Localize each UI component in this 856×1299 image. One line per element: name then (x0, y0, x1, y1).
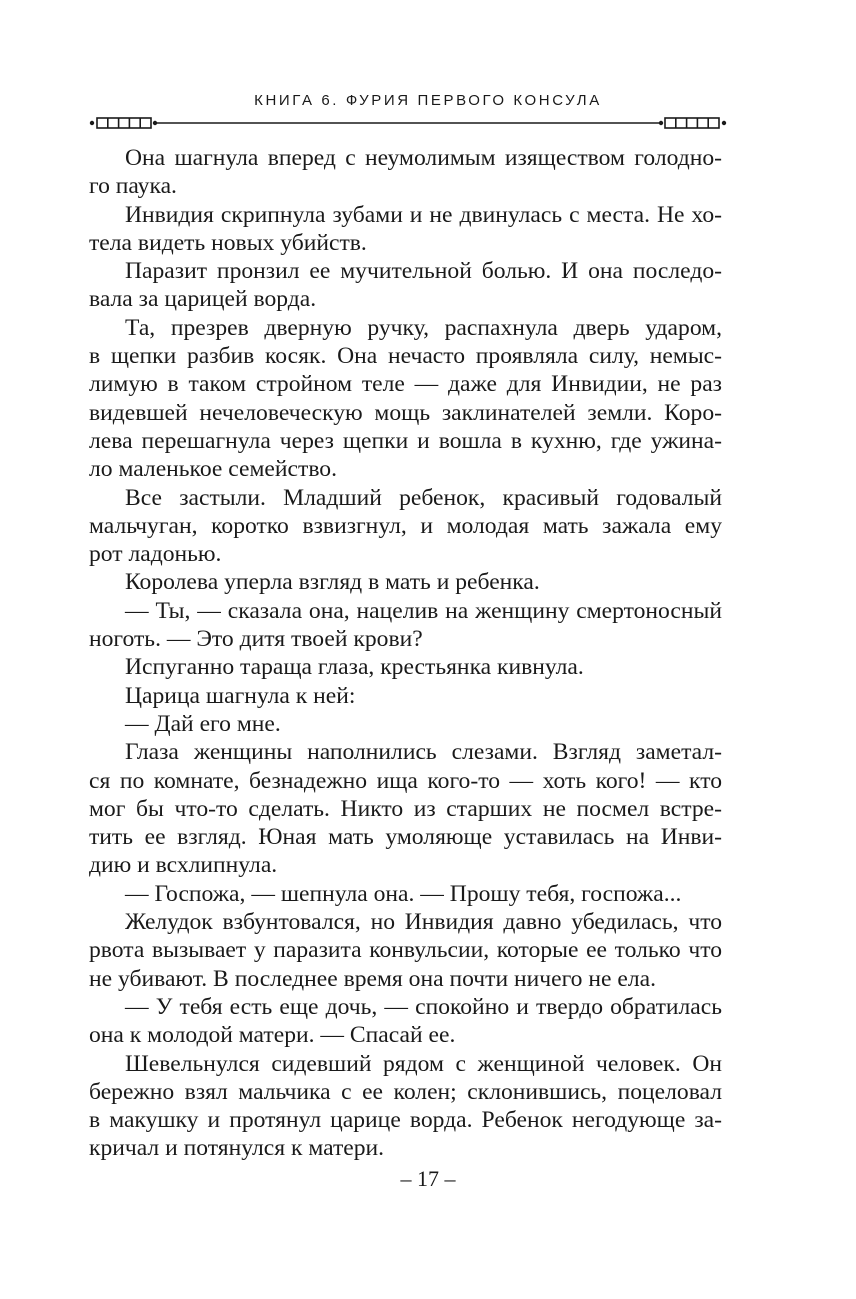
text-line: го паука. (89, 173, 177, 200)
text-line: лимую в таком стройном теле — даже для Инвидии, не раз (89, 371, 722, 398)
text-line: видевшей нечеловеческую мощь заклинателей земли. Коро- (89, 399, 722, 426)
text-line: в щепки разбив косяк. Она нечасто проявляла силу, немыс- (89, 343, 722, 370)
text-line: Желудок взбунтовался, но Инвидия давно убедилась, что (125, 909, 722, 936)
text-line: в макушку и протянул царице ворда. Ребенок негодующе за- (89, 1107, 722, 1134)
ornamental-rule (89, 113, 727, 133)
text-line: мог бы что-то сделать. Никто из старших не посмел встре- (89, 795, 722, 822)
text-line: Инвидия скрипнула зубами и не двинулась с места. Не хо- (125, 201, 722, 228)
text-line: ноготь. — Это дитя твоей крови? (89, 626, 423, 653)
text-line: рот ладонью. (89, 541, 222, 568)
text-line: Королева уперла взгляд в мать и ребенка. (125, 569, 540, 596)
text-line: бережно взял мальчика с ее колен; склонившись, поцеловал (89, 1078, 722, 1105)
text-line: — У тебя есть еще дочь, — спокойно и твердо обратилась (125, 993, 722, 1020)
text-line: не убивают. В последнее время она почти ничего не ела. (89, 965, 656, 992)
text-line: лева перешагнула через щепки и вошла в кухню, где ужина- (89, 427, 722, 454)
text-line: Все застыли. Младший ребенок, красивый годовалый (125, 484, 722, 511)
text-line: вала за царицей ворда. (89, 286, 317, 313)
text-line: — Госпожа, — шепнула она. — Прошу тебя, госпожа... (125, 880, 682, 907)
text-line: рвота вызывает у паразита конвульсии, которые ее только что (89, 937, 722, 964)
text-line: она к молодой матери. — Спасай ее. (89, 1022, 456, 1049)
text-line: кричал и потянулся к матери. (89, 1135, 385, 1162)
left-ornament-icon (90, 118, 157, 128)
text-line: Испуганно тараща глаза, крестьянка кивнула. (125, 654, 584, 681)
text-line: мальчуган, коротко взвизгнул, и молодая мать зажала ему (89, 512, 722, 539)
body-text (89, 144, 722, 1163)
text-line: ся по комнате, безнадежно ища кого-то — хоть кого! — кто (89, 767, 722, 794)
right-ornament-icon (659, 118, 726, 128)
page-number: – 17 – (400, 1166, 456, 1191)
text-line: Царица шагнула к ней: (125, 682, 356, 709)
text-line: ло маленькое семейство. (89, 456, 337, 483)
text-line: — Дай его мне. (125, 710, 281, 737)
text-line: Глаза женщины наполнились слезами. Взгляд заметал- (125, 739, 722, 766)
text-line: дию и всхлипнула. (89, 852, 278, 879)
text-line: Шевельнулся сидевший рядом с женщиной человек. Он (125, 1050, 722, 1077)
text-line: тить ее взгляд. Юная мать умоляюще уставилась на Инви- (89, 824, 722, 851)
text-line: — Ты, — сказала она, нацелив на женщину смертоносный (125, 597, 722, 624)
running-title: КНИГА 6. ФУРИЯ ПЕРВОГО КОНСУЛА (254, 92, 602, 109)
text-line: тела видеть новых убийств. (89, 229, 367, 256)
text-line: Паразит пронзил ее мучительной болью. И она последо- (125, 258, 722, 285)
text-line: Та, презрев дверную ручку, распахнула дверь ударом, (125, 314, 722, 341)
text-line: Она шагнула вперед с неумолимым изяществом голодно- (125, 145, 722, 171)
